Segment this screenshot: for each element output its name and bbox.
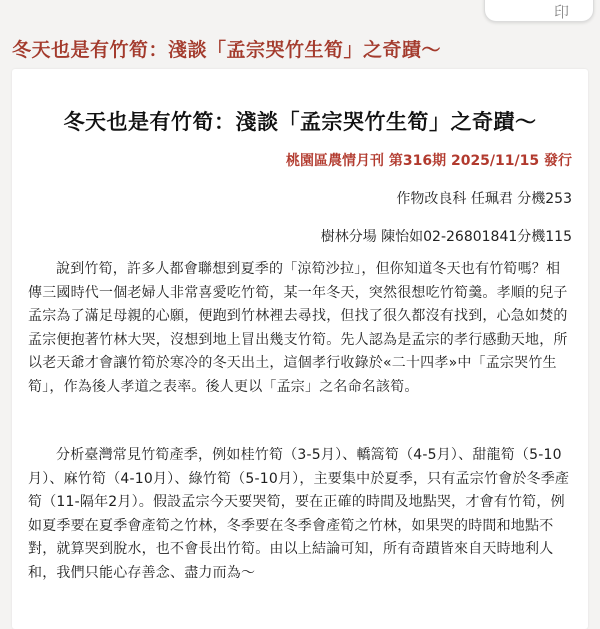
author-line-1: 作物改良科 任珮君 分機253 xyxy=(396,191,572,207)
page-heading: 冬天也是有竹筍：淺談「孟宗哭竹生筍」之奇蹟～ xyxy=(12,39,442,61)
article-paragraph-2: 分析臺灣常見竹筍產季，例如桂竹筍（3-5月）、轎篙筍（4-5月）、甜龍筍（5-10月）、麻竹筍（4-10月）、綠竹筍（5-10月），主要集中於夏季，只有孟宗竹會於冬季產筍（11-隔年2月）。假設孟宗今天要哭筍，要在正確的時間及地點哭，才會有竹筍，例如夏季要在夏季會產筍之竹林，冬季要在冬季會產筍之竹林，如果哭的時間和地點不對，就算哭到脫水，也不會長出竹筍。由以上結論可知，所有奇蹟皆來自天時地利人和，我們只能心存善念、盡力而為～ xyxy=(28,447,570,581)
print-label: 印 xyxy=(553,3,569,21)
print-button[interactable] xyxy=(484,0,594,22)
issue-info: 桃園區農情月刊 第316期 2025/11/15 發行 xyxy=(285,153,572,169)
top-toolbar xyxy=(0,0,600,30)
article-paragraph-1: 說到竹筍，許多人都會聯想到夏季的「涼筍沙拉」，但你知道冬天也有竹筍嗎？相傳三國時代一個老婦人非常喜愛吃竹筍，某一年冬天，突然很想吃竹筍羹。孝順的兒子孟宗為了滿足母親的心願，便跑到竹林裡去尋找，但找了很久都沒有找到，心急如焚的孟宗便抱著竹林大哭，沒想到地上冒出幾支竹筍。先人認為是孟宗的孝行感動天地，所以老天爺才會讓竹筍於寒冷的冬天出土，這個孝行收錄於«二十四孝»中「孟宗哭竹生筍」，作為後人孝道之表率。後人更以「孟宗」之名命名該筍。 xyxy=(28,261,568,395)
article-title: 冬天也是有竹筍：淺談「孟宗哭竹生筍」之奇蹟～ xyxy=(63,110,537,134)
author-line-2: 樹林分場 陳怡如02-26801841分機115 xyxy=(320,229,572,245)
